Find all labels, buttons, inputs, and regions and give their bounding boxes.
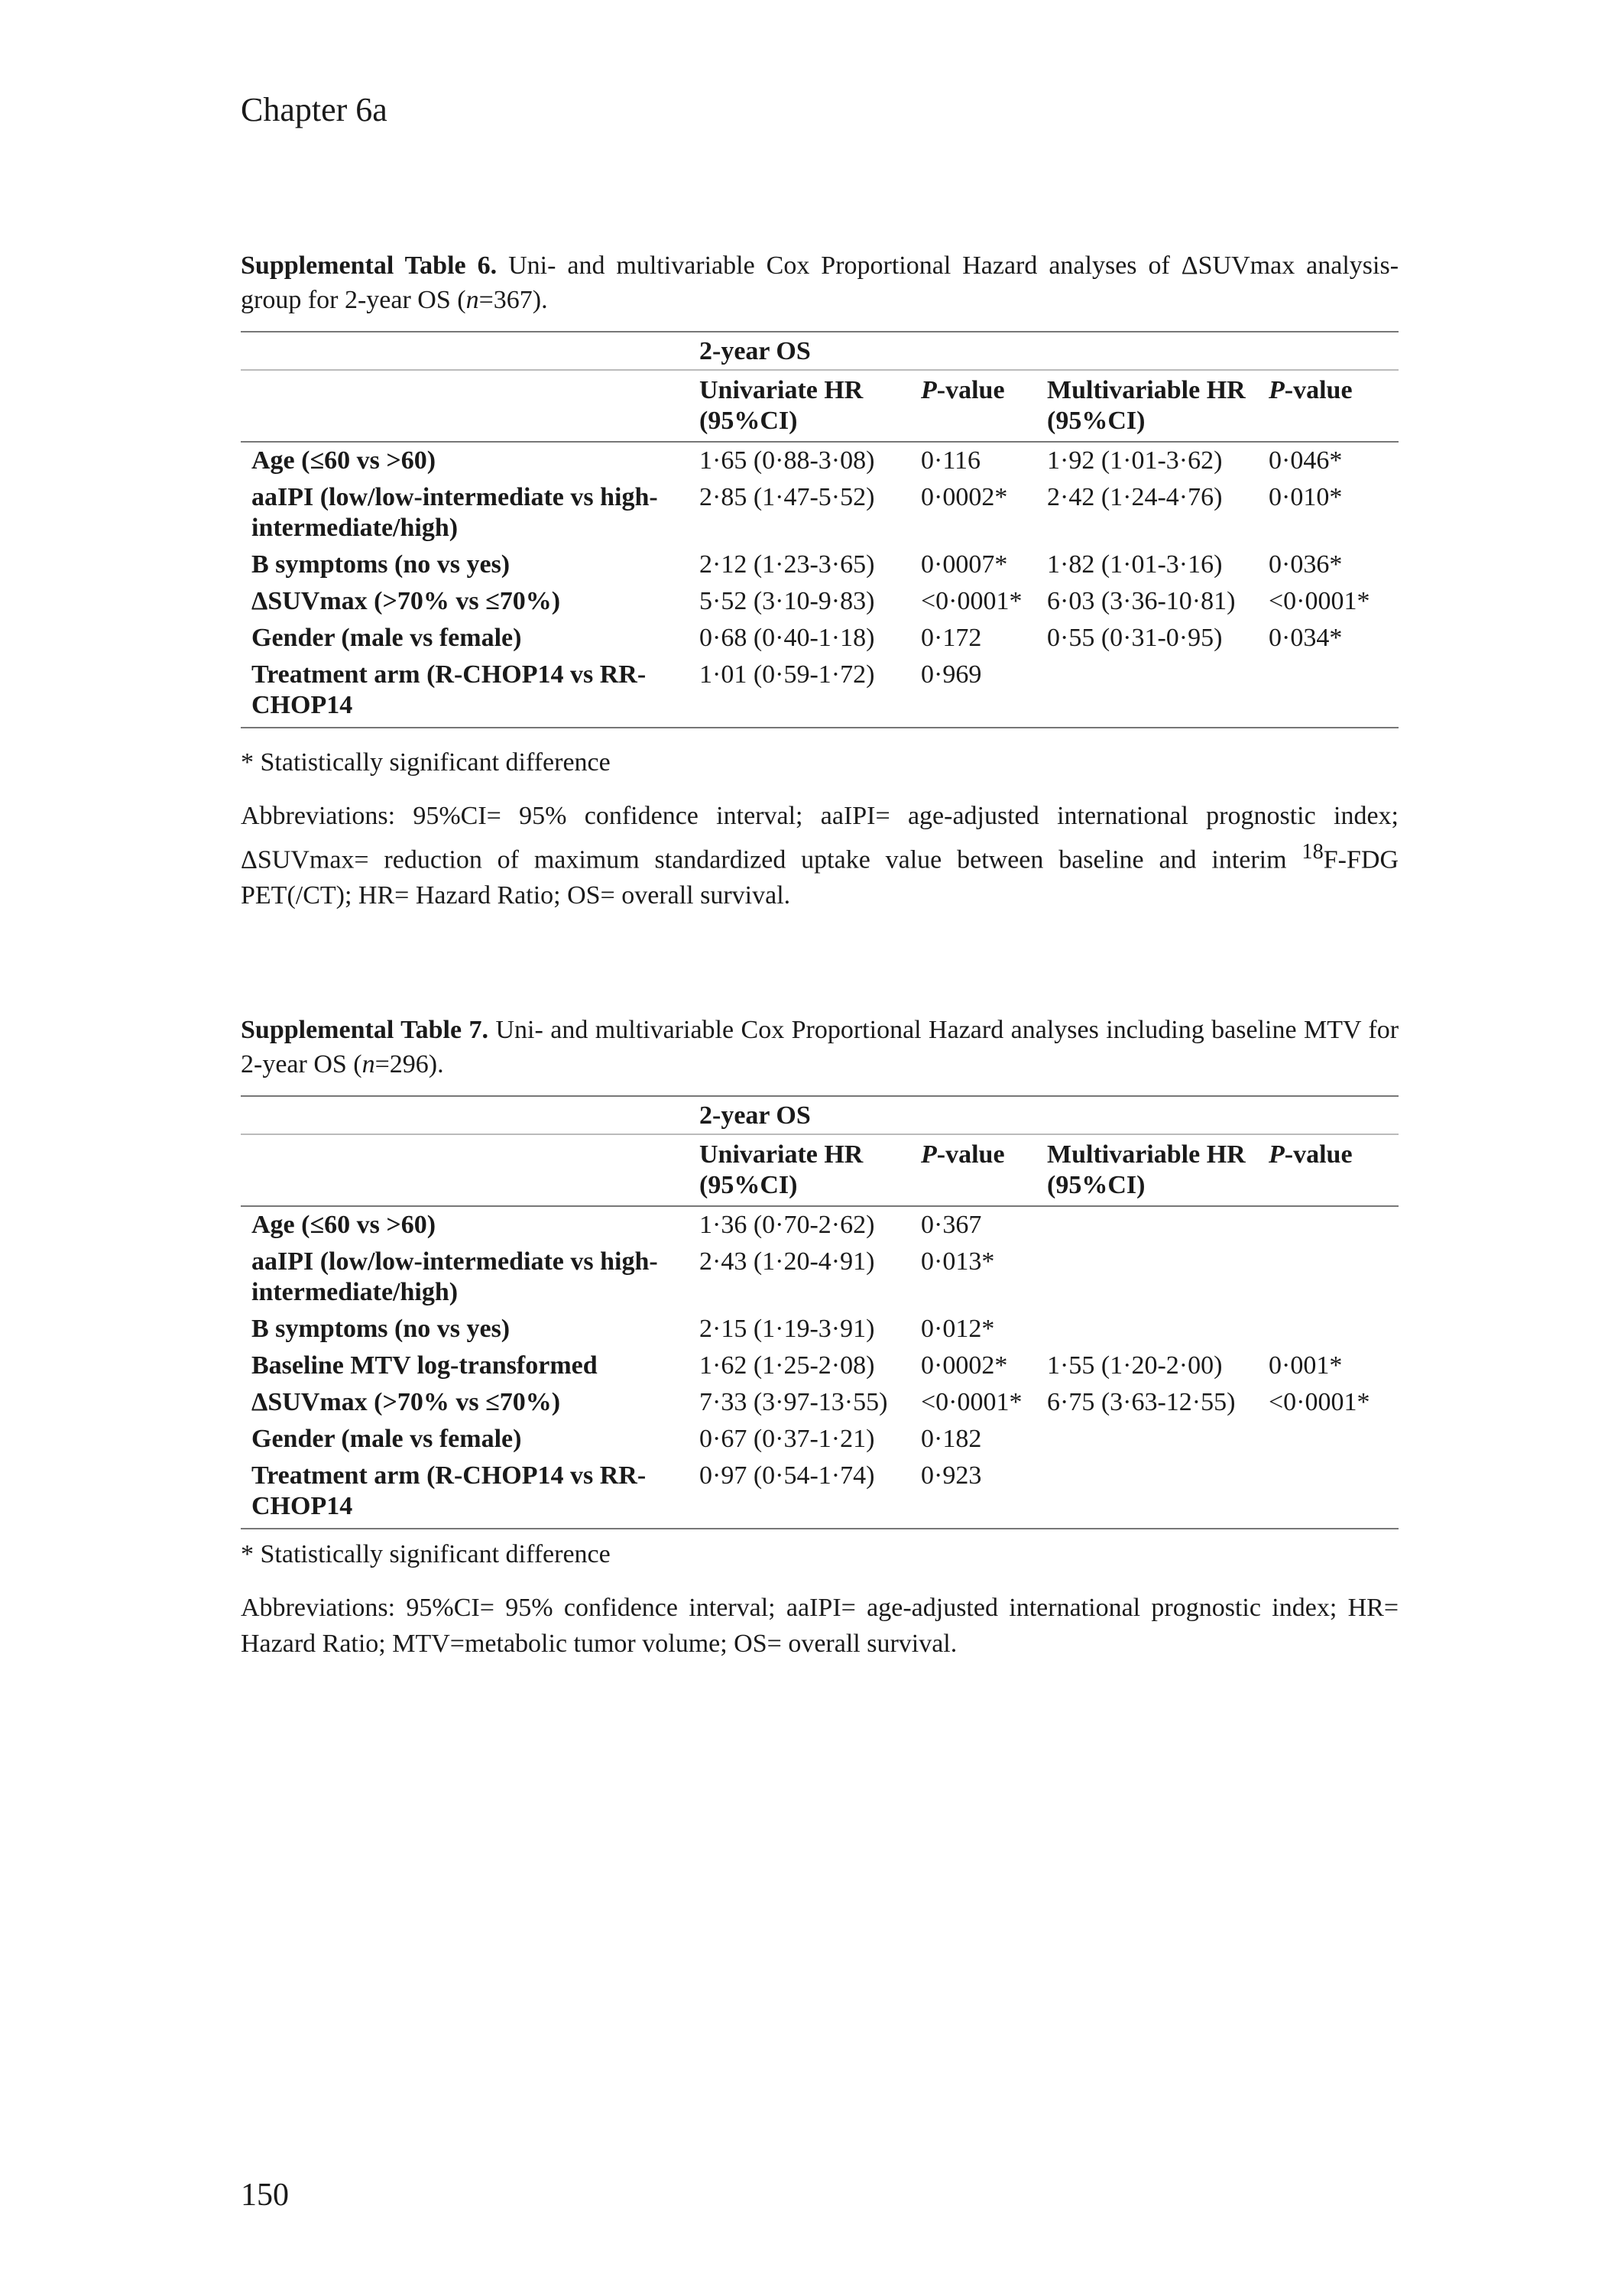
univariate-pvalue: <0·0001*	[921, 587, 1023, 615]
table7-col-pvalue1	[921, 1134, 1047, 1206]
table7-caption-end: =296).	[374, 1050, 444, 1078]
table6-footnote: * Statistically significant difference	[241, 748, 611, 777]
table7-footnote: * Statistically significant difference	[241, 1540, 611, 1568]
row-label: B symptoms (no vs yes)	[251, 550, 511, 579]
multivariable-hr: 2·42 (1·24-4·76)	[1047, 483, 1223, 511]
row-label: B symptoms (no vs yes)	[251, 1315, 511, 1343]
multivariable-pvalue	[1269, 1244, 1399, 1311]
multivariable-hr	[1047, 1458, 1269, 1529]
multivariable-pvalue: 0·001*	[1269, 1351, 1343, 1380]
table7-group-header: 2-year OS	[699, 1096, 1399, 1134]
table7-col-univariate: Univariate HR (95%CI)	[699, 1134, 921, 1206]
table7-caption-n: n	[361, 1050, 375, 1078]
table7-p2-suffix: -value	[1284, 1140, 1353, 1169]
table7-caption	[241, 1013, 1399, 1082]
table6-group-header-row	[241, 332, 1399, 370]
table7-caption-text: Uni- and multivariable Cox Proportional Hazard analyses including baseline MTV for 2-year OS (	[241, 1016, 1399, 1078]
table6-p-letter: P	[1269, 376, 1285, 404]
table6-col-multivariable: Multivariable HR (95%CI)	[1047, 370, 1269, 442]
row-label: Age (≤60 vs >60)	[251, 1211, 436, 1239]
univariate-pvalue: 0·969	[921, 657, 1047, 728]
table6-abbr-text: Abbreviations: 95%CI= 95% confidence interval; aaIPI= age-adjusted international prognostic index; ΔSUVmax= reduction of maximum standardized uptake value between baseline and interim	[241, 802, 1399, 874]
table6-abbreviations	[241, 798, 1399, 913]
table-row	[241, 583, 1399, 620]
table-row	[241, 620, 1399, 657]
row-label: ΔSUVmax (>70% vs ≤70%)	[251, 1388, 561, 1416]
multivariable-pvalue	[1269, 1458, 1399, 1529]
multivariable-pvalue: 0·010*	[1269, 483, 1343, 511]
multivariable-hr	[1047, 1244, 1269, 1311]
univariate-pvalue: <0·0001*	[921, 1388, 1023, 1416]
univariate-hr: 2·43 (1·20-4·91)	[699, 1247, 875, 1276]
univariate-pvalue: 0·172	[921, 624, 982, 652]
table6-p1-suffix: -value	[936, 376, 1005, 404]
multivariable-pvalue: 0·036*	[1269, 550, 1343, 579]
multivariable-hr	[1047, 1421, 1269, 1458]
table-row	[241, 1421, 1399, 1458]
table7-caption-label: Supplemental Table 7.	[241, 1016, 489, 1044]
table7-body	[241, 1206, 1399, 1529]
table-row	[241, 1384, 1399, 1421]
table-row	[241, 1458, 1399, 1529]
multivariable-hr	[1047, 1311, 1269, 1348]
univariate-hr: 5·52 (3·10-9·83)	[699, 587, 875, 615]
row-label: Age (≤60 vs >60)	[251, 446, 436, 475]
univariate-pvalue: 0·0002*	[921, 483, 1008, 511]
table6-caption-end: =367).	[478, 286, 548, 314]
univariate-hr: 1·01 (0·59-1·72)	[699, 657, 921, 728]
page-number: 150	[241, 2178, 289, 2213]
row-label: Gender (male vs female)	[251, 624, 522, 652]
table6-col-univariate: Univariate HR (95%CI)	[699, 370, 921, 442]
univariate-hr: 7·33 (3·97-13·55)	[699, 1388, 888, 1416]
multivariable-pvalue	[1269, 657, 1399, 728]
table7-column-header-row	[241, 1134, 1399, 1206]
table6-abbr-sup: 18	[1301, 840, 1324, 864]
table6-caption-text: Uni- and multivariable Cox Proportional Hazard analyses of ΔSUVmax analysis-group for 2-year OS (	[241, 251, 1399, 314]
multivariable-pvalue	[1269, 1206, 1399, 1244]
table6	[241, 331, 1399, 728]
table7-section	[241, 1013, 1399, 1662]
table7-abbreviations: Abbreviations: 95%CI= 95% confidence interval; aaIPI= age-adjusted international prognostic index; HR= Hazard Ratio; MTV=metabolic tumor volume; OS= overall survival.	[241, 1594, 1399, 1658]
table6-col-pvalue1	[921, 370, 1047, 442]
univariate-pvalue: 0·0007*	[921, 550, 1008, 579]
multivariable-pvalue: <0·0001*	[1269, 587, 1370, 615]
univariate-pvalue: 0·013*	[921, 1247, 995, 1276]
row-label: aaIPI (low/low-intermediate vs high-intermediate/high)	[251, 483, 658, 542]
multivariable-pvalue	[1269, 1311, 1399, 1348]
univariate-pvalue: 0·923	[921, 1458, 1047, 1529]
univariate-hr: 1·65 (0·88-3·08)	[699, 446, 875, 475]
table7-col-pvalue2	[1269, 1134, 1399, 1206]
univariate-hr: 0·68 (0·40-1·18)	[699, 624, 875, 652]
row-label: Treatment arm (R-CHOP14 vs RR-CHOP14	[241, 1458, 699, 1529]
multivariable-hr: 1·55 (1·20-2·00)	[1047, 1351, 1223, 1380]
univariate-pvalue: 0·116	[921, 446, 981, 475]
table-row	[241, 546, 1399, 583]
row-label: aaIPI (low/low-intermediate vs high-intermediate/high)	[251, 1247, 658, 1306]
univariate-hr: 1·62 (1·25-2·08)	[699, 1351, 875, 1380]
table7-p-letter: P	[921, 1140, 937, 1169]
univariate-hr: 0·97 (0·54-1·74)	[699, 1458, 921, 1529]
table7	[241, 1095, 1399, 1529]
multivariable-pvalue: 0·046*	[1269, 446, 1343, 475]
table-row	[241, 1244, 1399, 1311]
univariate-hr: 2·12 (1·23-3·65)	[699, 550, 875, 579]
univariate-hr: 1·36 (0·70-2·62)	[699, 1211, 875, 1239]
table-row	[241, 1348, 1399, 1384]
univariate-hr: 2·15 (1·19-3·91)	[699, 1315, 875, 1343]
univariate-hr: 2·85 (1·47-5·52)	[699, 483, 875, 511]
multivariable-pvalue: <0·0001*	[1269, 1388, 1370, 1416]
table7-p-letter: P	[1269, 1140, 1285, 1169]
table6-p-letter: P	[921, 376, 937, 404]
multivariable-hr: 6·75 (3·63-12·55)	[1047, 1388, 1236, 1416]
univariate-pvalue: 0·0002*	[921, 1351, 1008, 1380]
row-label: Baseline MTV log-transformed	[251, 1351, 598, 1380]
table6-caption-n: n	[465, 286, 479, 314]
table7-group-header-row	[241, 1096, 1399, 1134]
table7-p1-suffix: -value	[936, 1140, 1005, 1169]
row-label: Treatment arm (R-CHOP14 vs RR-CHOP14	[241, 657, 699, 728]
table-row	[241, 1311, 1399, 1348]
table7-col-multivariable: Multivariable HR (95%CI)	[1047, 1134, 1269, 1206]
multivariable-hr	[1047, 657, 1269, 728]
table6-col-pvalue2	[1269, 370, 1399, 442]
table6-caption	[241, 248, 1399, 317]
table-row	[241, 479, 1399, 546]
multivariable-hr	[1047, 1206, 1269, 1244]
table6-section	[241, 248, 1399, 913]
univariate-hr: 0·67 (0·37-1·21)	[699, 1425, 875, 1453]
table6-p2-suffix: -value	[1284, 376, 1353, 404]
table6-body	[241, 442, 1399, 728]
table6-group-header: 2-year OS	[699, 332, 1399, 370]
row-label: ΔSUVmax (>70% vs ≤70%)	[251, 587, 561, 615]
table6-caption-label: Supplemental Table 6.	[241, 251, 498, 280]
table-row	[241, 442, 1399, 479]
multivariable-hr: 6·03 (3·36-10·81)	[1047, 587, 1236, 615]
row-label: Gender (male vs female)	[251, 1425, 522, 1453]
multivariable-hr: 1·82 (1·01-3·16)	[1047, 550, 1223, 579]
table-row	[241, 657, 1399, 728]
multivariable-hr: 1·92 (1·01-3·62)	[1047, 446, 1223, 475]
chapter-header: Chapter 6a	[241, 91, 387, 128]
table6-column-header-row	[241, 370, 1399, 442]
univariate-pvalue: 0·182	[921, 1425, 982, 1453]
univariate-pvalue: 0·012*	[921, 1315, 995, 1343]
multivariable-pvalue: 0·034*	[1269, 624, 1343, 652]
table6-abbr-text-end: F-FDG PET(/CT); HR= Hazard Ratio; OS= overall survival.	[241, 845, 1399, 910]
multivariable-hr: 0·55 (0·31-0·95)	[1047, 624, 1223, 652]
univariate-pvalue: 0·367	[921, 1211, 982, 1239]
multivariable-pvalue	[1269, 1421, 1399, 1458]
table-row	[241, 1206, 1399, 1244]
